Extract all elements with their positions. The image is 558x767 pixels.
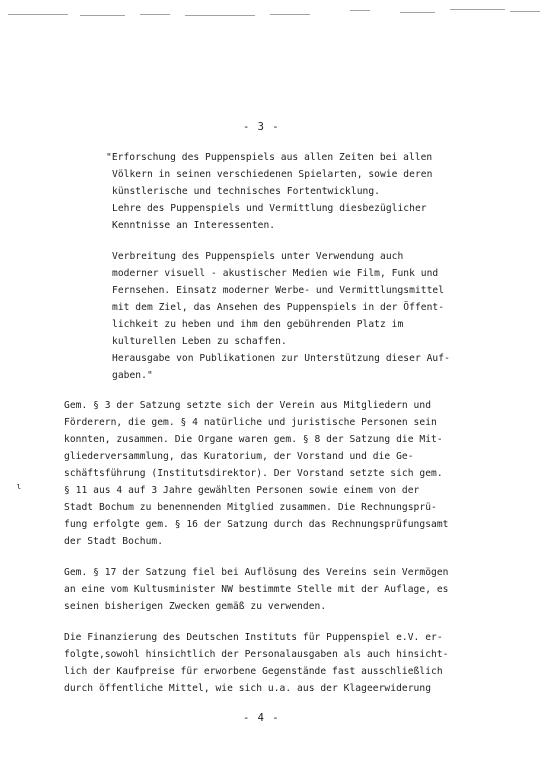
- text-line: "Erforschung des Puppenspiels aus allen Zeiten bei allen: [106, 152, 433, 163]
- text-line: folgte,sowohl hinsichtlich der Personalausgaben als auch hinsicht-: [64, 649, 449, 660]
- text-line: Lehre des Puppenspiels und Vermittlung diesbezüglicher: [112, 203, 427, 214]
- text-line: Herausgabe von Publikationen zur Unterstützung dieser Auf-: [112, 353, 450, 364]
- text-line: Gem. § 17 der Satzung fiel bei Auflösung des Vereins sein Vermögen: [64, 567, 449, 578]
- page-number-top: - 3 -: [243, 121, 280, 133]
- text-line: moderner visuell - akustischer Medien wie Film, Funk und: [112, 268, 439, 279]
- text-line: Die Finanzierung des Deutschen Instituts für Puppenspiel e.V. er-: [64, 632, 443, 643]
- text-line: § 11 aus 4 auf 3 Jahre gewählten Personen sowie einem von der: [64, 485, 420, 496]
- text-line: Gem. § 3 der Satzung setzte sich der Verein aus Mitgliedern und: [64, 400, 432, 411]
- margin-mark: ɩ: [16, 482, 22, 492]
- page-number-bottom: - 4 -: [243, 712, 280, 724]
- text-line: gliederversammlung, das Kuratorium, der Vorstand und die Ge-: [64, 451, 414, 462]
- text-line: Kenntnisse an Interessenten.: [112, 220, 276, 231]
- text-line: fung erfolgte gem. § 16 der Satzung durch das Rechnungsprüfungsamt: [64, 519, 449, 530]
- text-line: mit dem Ziel, das Ansehen des Puppenspiels in der Öffent-: [112, 302, 445, 313]
- text-line: Stadt Bochum zu benennenden Mitglied zusammen. Die Rechnungsprü-: [64, 502, 437, 513]
- scan-artifact-header: [0, 0, 558, 30]
- text-line: konnten, zusammen. Die Organe waren gem. § 8 der Satzung die Mit-: [64, 434, 443, 445]
- text-line: Verbreitung des Puppenspiels unter Verwendung auch: [112, 251, 404, 262]
- text-line: lich der Kaufpreise für erworbene Gegenstände fast ausschließlich: [64, 666, 443, 677]
- text-line: gaben.": [112, 370, 153, 381]
- text-line: an eine vom Kultusminister NW bestimmte Stelle mit der Auflage, es: [64, 584, 449, 595]
- text-line: Förderern, die gem. § 4 natürliche und juristische Personen sein: [64, 417, 437, 428]
- text-line: künstlerische und technisches Fortentwicklung.: [112, 186, 380, 197]
- text-line: lichkeit zu heben und ihm den gebührenden Platz im: [112, 319, 404, 330]
- text-line: schäftsführung (Institutsdirektor). Der Vorstand setzte sich gem.: [64, 468, 443, 479]
- text-line: kulturellen Leben zu schaffen.: [112, 336, 287, 347]
- text-line: seinen bisherigen Zwecken gemäß zu verwenden.: [64, 601, 327, 612]
- text-line: Fernsehen. Einsatz moderner Werbe- und Vermittlungsmittel: [112, 285, 445, 296]
- text-line: der Stadt Bochum.: [64, 536, 164, 547]
- text-line: Völkern in seinen verschiedenen Spielarten, sowie deren: [112, 169, 433, 180]
- text-line: durch öffentliche Mittel, wie sich u.a. aus der Klageerwiderung: [64, 683, 432, 694]
